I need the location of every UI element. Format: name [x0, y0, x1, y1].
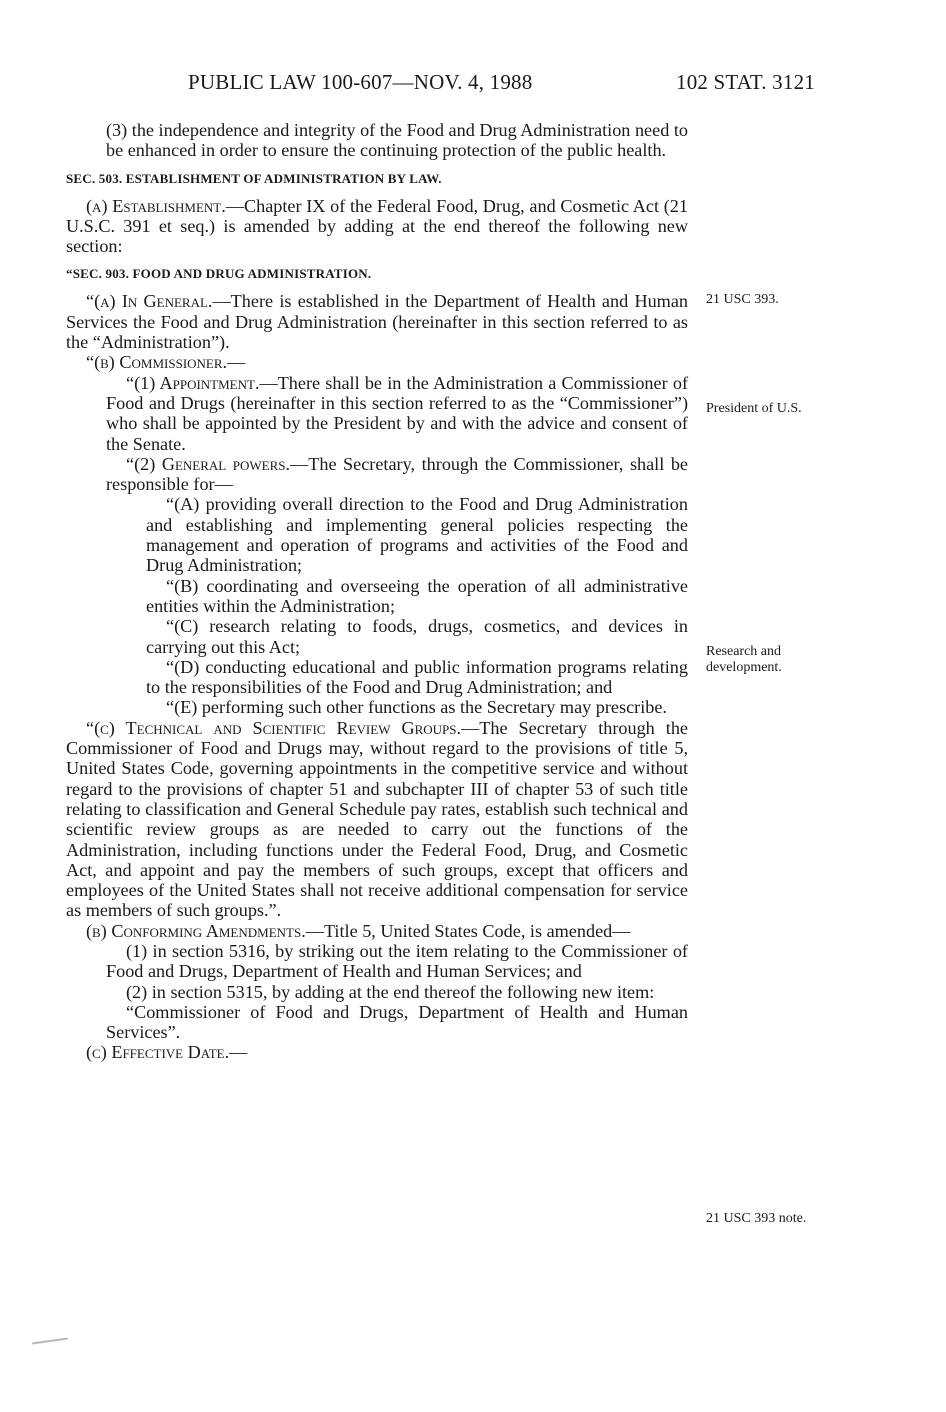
paragraph-b1-appointment	[66, 373, 688, 454]
paragraph-text: —Chapter IX of the Federal Food, Drug, and Cosmetic Act (21 U.S.C. 391 et seq.) is amended by adding at the end thereof the following new section:	[66, 195, 688, 257]
new-item-text: “Commissioner of Food and Drugs, Department of Health and Human Services”.	[106, 1001, 688, 1043]
scan-smudge	[32, 1338, 68, 1345]
paragraph-text: —The Secretary, through the Commissioner, shall be responsible for—	[106, 453, 688, 495]
paragraph-label: (a) Establishment.	[86, 195, 226, 216]
paragraph-b-conforming-amendments	[66, 921, 688, 941]
paragraph-label: “(2) General powers.	[126, 453, 291, 474]
margin-note-research: Research and development.	[706, 644, 782, 675]
running-title: PUBLIC LAW 100-607—NOV. 4, 1988	[188, 70, 533, 94]
body-text	[66, 120, 688, 1063]
paragraph-b-1: (1) in section 5316, by striking out the item relating to the Commissioner of Food and Drugs, Department of Health and Human Services; and	[106, 940, 688, 982]
stat-page-number: 102 STAT. 3121	[676, 70, 815, 94]
subsection-c-review-groups	[66, 718, 688, 921]
paragraph-label: “(1) Appointment.	[126, 372, 260, 393]
margin-note-president: President of U.S.	[706, 401, 802, 416]
paragraph-label: (b) Conforming Amendments.	[86, 920, 306, 941]
section-heading-903: “SEC. 903. FOOD AND DRUG ADMINISTRATION.	[66, 266, 372, 282]
subsection-a-in-general	[66, 291, 688, 352]
paragraph-text: —There shall be in the Administration a Commissioner of Food and Drugs (hereinafter in this section referred to as the “Commissioner”) who shall be appointed by the President by and with the advice and consent of the Senate.	[106, 372, 689, 454]
paragraph-text: —The Secretary through the Commissioner of Food and Drugs may, without regard to the provisions of title 5, United States Code, governing appointments in the competitive service and without regard to the provisions of chapter 51 and subchapter III of chapter 53 of such title relating to classification and General Schedule pay rates, establish such technical and scientific review groups as are needed to carry out the functions of the Administration, including functions under the Federal Food, Drug, and Cosmetic Act, and appoint and pay the members of such groups, except that officers and employees of the United States shall not receive additional compensation for service as members of such groups.”.	[66, 717, 688, 921]
clause-A: “(A) providing overall direction to the Food and Drug Administration and establishing and implementing general policies respecting the management and operation of programs and activities of the Food and Drug Administration;	[146, 494, 688, 576]
paragraph-text: —Title 5, United States Code, is amended—	[305, 920, 631, 941]
clause-E: “(E) performing such other functions as the Secretary may prescribe.	[166, 697, 667, 718]
paragraph-c-effective-date: (c) Effective Date.—	[86, 1042, 248, 1063]
clause-C: “(C) research relating to foods, drugs, cosmetics, and devices in carrying out this Act;	[146, 616, 688, 657]
paragraph-b-2: (2) in section 5315, by adding at the end thereof the following new item:	[126, 981, 655, 1002]
paragraph-findings-3: (3) the independence and integrity of the Food and Drug Administration need to be enhanced in order to ensure the continuing protection of the public health.	[106, 120, 688, 161]
paragraph-b2-general-powers	[66, 454, 688, 495]
clause-B: “(B) coordinating and overseeing the operation of all administrative entities within the Administration;	[146, 575, 688, 616]
page-header	[0, 70, 946, 100]
margin-note-21-usc-393-note: 21 USC 393 note.	[706, 1211, 807, 1226]
paragraph-label: “(c) Technical and Scientific Review Groups.	[86, 717, 462, 738]
section-heading-503: SEC. 503. ESTABLISHMENT OF ADMINISTRATION BY LAW.	[66, 170, 442, 186]
margin-note-21-usc-393: 21 USC 393.	[706, 292, 779, 307]
subsection-b-commissioner: “(b) Commissioner.—	[86, 352, 246, 373]
paragraph-label: “(a) In General.	[86, 291, 213, 312]
paragraph-text: —There is established in the Department of Health and Human Services the Food and Drug Administration (hereinafter in this section referred to as the “Administration”).	[66, 291, 688, 353]
clause-D: “(D) conducting educational and public information programs relating to the responsibilities of the Food and Drug Administration; and	[146, 656, 688, 698]
paragraph-a-establishment	[66, 196, 688, 257]
